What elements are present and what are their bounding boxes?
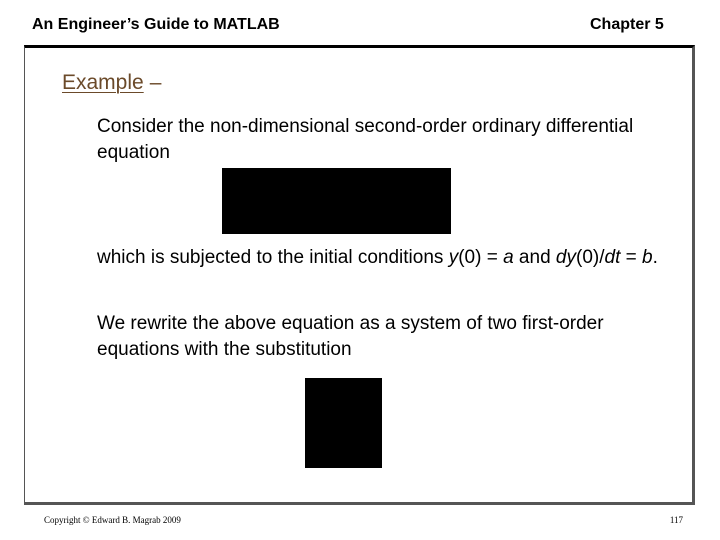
page-number: 117 [669, 515, 683, 525]
ic-y-symbol: y [448, 247, 459, 268]
ic-intro-text: which is subjected to the initial conditions [97, 247, 449, 268]
ic-dt-symbol: dt [604, 247, 621, 268]
example-heading [62, 71, 161, 95]
ic-equals: = [620, 247, 643, 268]
chapter-label: Chapter 5 [590, 16, 664, 33]
ic-a-symbol: a [503, 247, 514, 268]
ic-y-rest: (0) = [458, 247, 504, 268]
ic-period: . [652, 247, 658, 268]
book-title: An Engineer’s Guide to MATLAB [32, 16, 280, 33]
example-label: Example [62, 71, 144, 94]
ic-dy-mid: (0)/ [576, 247, 605, 268]
copyright-notice: Copyright © Edward B. Magrab 2009 [44, 515, 181, 525]
ic-dy-symbol: dy [555, 247, 576, 268]
ic-b-symbol: b [642, 247, 653, 268]
ic-and-text: and [513, 247, 556, 268]
substitution-equation-image [305, 378, 382, 468]
differential-equation-image [222, 168, 451, 234]
example-dash: – [149, 71, 162, 94]
paragraph-initial-conditions [97, 245, 677, 271]
paragraph-substitution: We rewrite the above equation as a system of two first-order equations with the substitution [97, 313, 604, 360]
paragraph-intro: Consider the non-dimensional second-order ordinary differential equation [97, 116, 634, 163]
